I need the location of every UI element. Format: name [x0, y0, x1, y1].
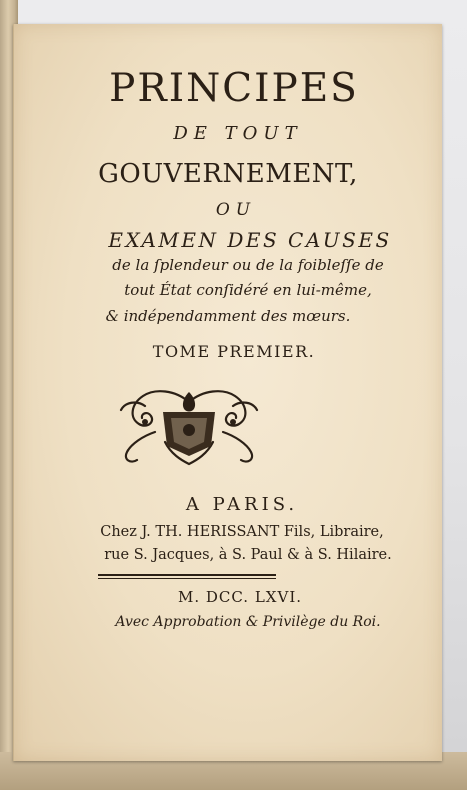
date-line: M. DCC. LXVI. — [177, 588, 303, 606]
subtitle-line-1: de la ſplendeur ou de la foibleſſe de — [112, 256, 384, 274]
floral-ornament-icon — [115, 382, 263, 468]
publisher-line-2: rue S. Jacques, à S. Paul & à S. Hilaire. — [104, 547, 392, 563]
place-line: A PARIS. — [185, 494, 299, 515]
volume-label: TOME PREMIER. — [152, 342, 316, 361]
title-line-4: OU — [215, 200, 257, 220]
divider-thin — [98, 578, 276, 579]
title-line-1: PRINCIPES — [109, 66, 359, 111]
subtitle-line-3: & indépendamment des mœurs. — [105, 307, 351, 325]
title-line-3: GOUVERNEMENT, — [98, 159, 358, 189]
divider-thick — [98, 574, 276, 576]
title-line-5: EXAMEN DES CAUSES — [108, 228, 392, 252]
publisher-line-1: Chez J. TH. HERISSANT Fils, Libraire, — [100, 524, 384, 540]
title-page — [13, 24, 442, 761]
subtitle-line-2: tout État conſidéré en lui-même, — [124, 281, 372, 299]
title-line-2: DE TOUT — [173, 123, 303, 144]
privilege-line: Avec Approbation & Privilège du Roi. — [115, 614, 381, 630]
